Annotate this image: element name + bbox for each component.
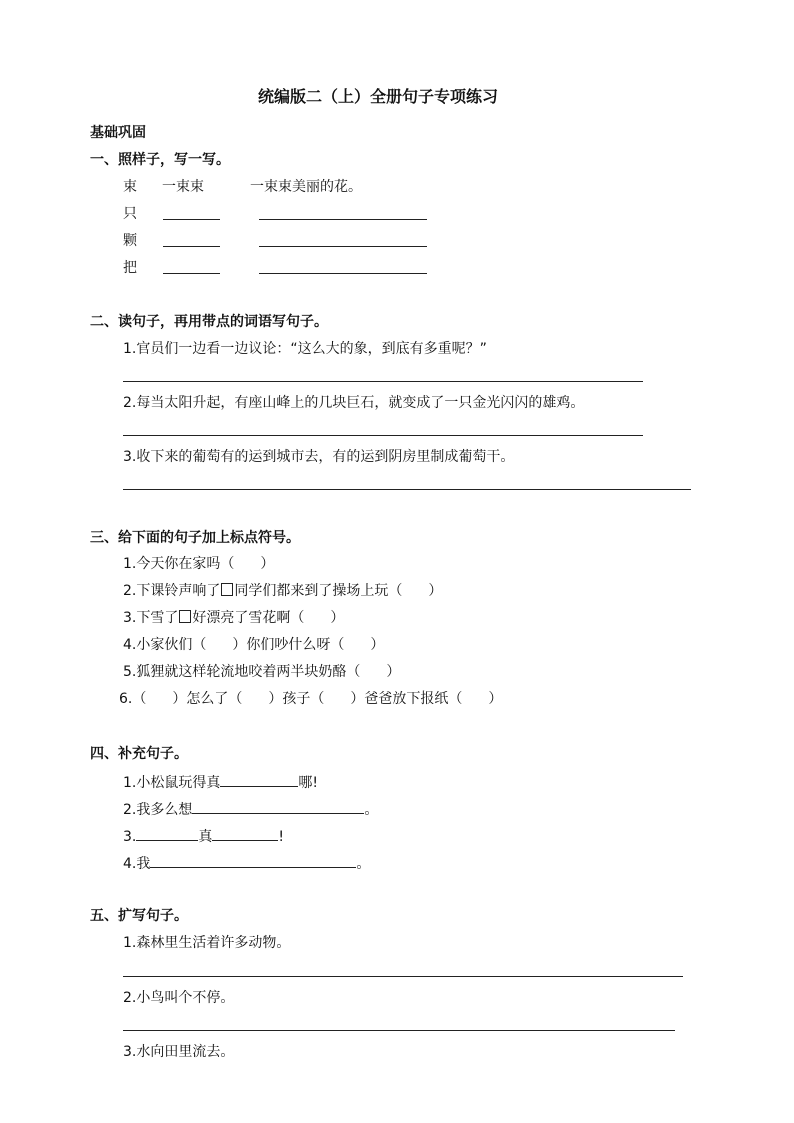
char-item: 颗	[123, 233, 137, 249]
example-phrase: 一束束	[162, 179, 204, 195]
sentence-item: 1.官员们一边看一边议论：“这么大的象，到底有多重呢？”	[123, 341, 487, 357]
complete-item: 1.小松鼠玩得真 哪!	[123, 772, 318, 792]
fill-blank[interactable]	[136, 826, 198, 841]
sentence-item: 3.收下来的葡萄有的运到城市去，有的运到阴房里制成葡萄干。	[123, 449, 515, 465]
answer-line[interactable]	[123, 381, 643, 382]
answer-line[interactable]	[123, 1030, 675, 1031]
complete-item: 4.我 。	[123, 853, 370, 873]
punct-item: 6.（ ）怎么了（ ）孩子（ ）爸爸放下报纸（ ）	[119, 691, 503, 707]
fill-blank[interactable]	[212, 826, 278, 841]
expand-item: 3.水向田里流去。	[123, 1044, 235, 1060]
fill-blank[interactable]	[150, 853, 356, 868]
section-1-heading: 一、照样子，写一写。	[90, 152, 230, 168]
complete-item: 3. 真 !	[123, 826, 284, 846]
char-item: 把	[123, 260, 137, 276]
section-3-heading: 三、给下面的句子加上标点符号。	[90, 530, 300, 546]
sentence-item: 2.每当太阳升起，有座山峰上的几块巨石，就变成了一只金光闪闪的雄鸡。	[123, 395, 585, 411]
punctuation-box[interactable]	[179, 610, 191, 623]
punct-item: 1.今天你在家吗（ ）	[123, 556, 275, 572]
answer-blank[interactable]	[163, 246, 220, 247]
answer-line[interactable]	[123, 435, 643, 436]
answer-line[interactable]	[123, 489, 691, 490]
expand-item: 2.小鸟叫个不停。	[123, 990, 235, 1006]
char-item: 只	[123, 206, 137, 222]
section-5-heading: 五、扩写句子。	[90, 908, 188, 924]
section-subtitle: 基础巩固	[90, 125, 146, 141]
answer-blank[interactable]	[259, 246, 427, 247]
answer-line[interactable]	[123, 976, 683, 977]
answer-blank[interactable]	[259, 219, 427, 220]
answer-blank[interactable]	[259, 273, 427, 274]
example-char: 束	[123, 179, 137, 195]
punct-item: 3.下雪了 好漂亮了雪花啊（ ）	[123, 610, 345, 626]
punct-item: 2.下课铃声响了 同学们都来到了操场上玩（ ）	[123, 583, 443, 599]
section-2-heading: 二、读句子，再用带点的词语写句子。	[90, 314, 328, 330]
answer-blank[interactable]	[163, 273, 220, 274]
answer-blank[interactable]	[163, 219, 220, 220]
section-4-heading: 四、补充句子。	[90, 746, 188, 762]
punct-item: 5.狐狸就这样轮流地咬着两半块奶酪（ ）	[123, 664, 401, 680]
complete-item: 2.我多么想 。	[123, 799, 378, 819]
fill-blank[interactable]	[192, 799, 364, 814]
punctuation-box[interactable]	[221, 583, 233, 596]
page-title: 统编版二（上）全册句子专项练习	[258, 87, 499, 106]
example-sentence: 一束束美丽的花。	[250, 179, 362, 195]
fill-blank[interactable]	[220, 772, 298, 787]
punct-item: 4.小家伙们（ ）你们吵什么呀（ ）	[123, 637, 385, 653]
expand-item: 1.森林里生活着许多动物。	[123, 935, 291, 951]
